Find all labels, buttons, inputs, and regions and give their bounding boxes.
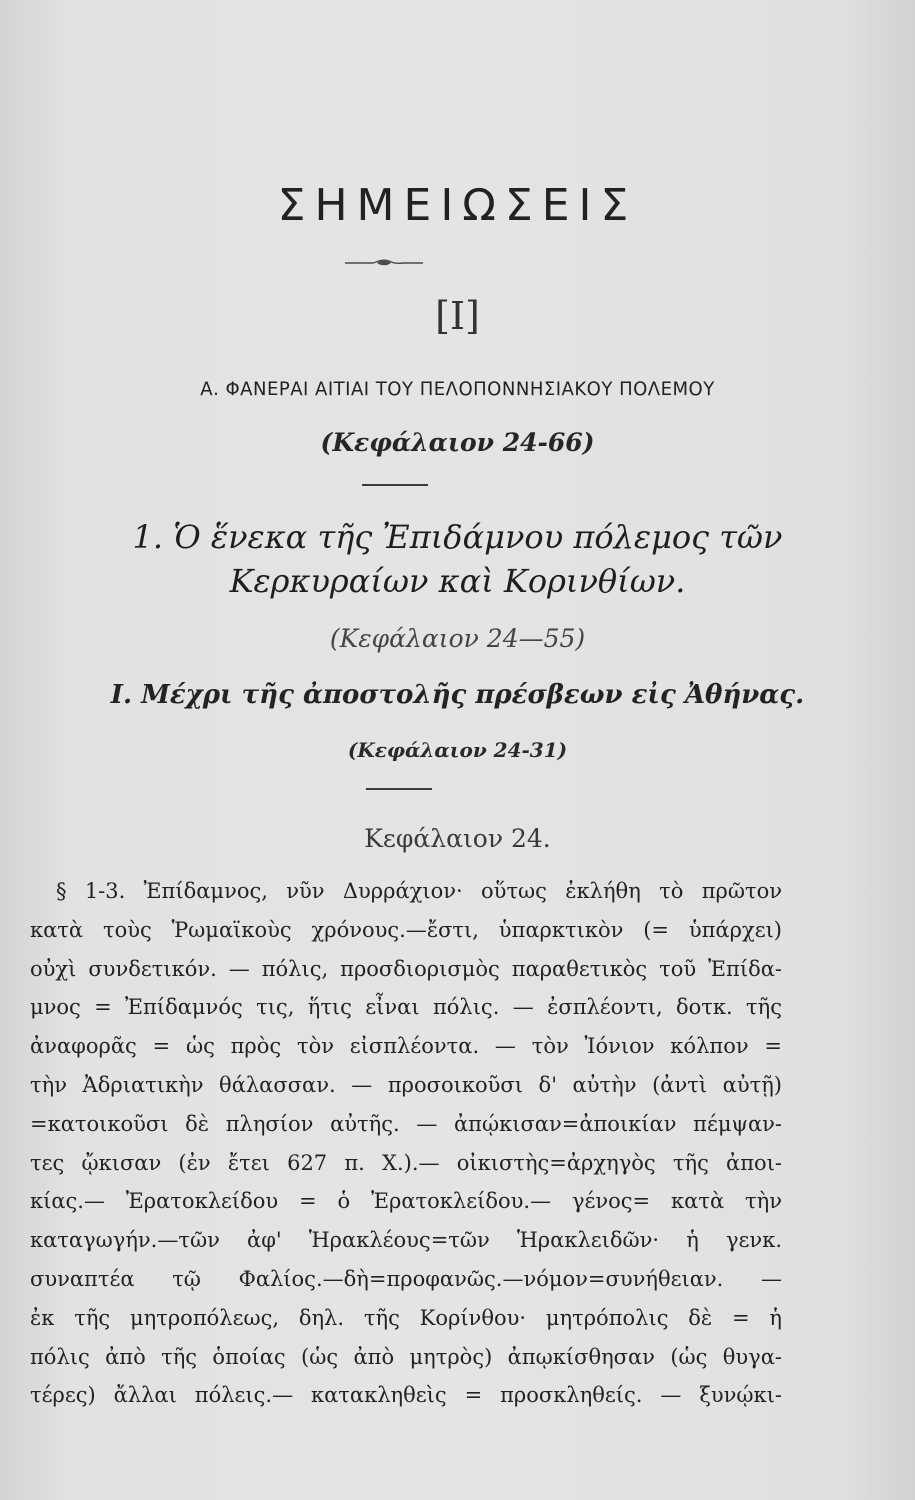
part-chapters: (Κεφάλαιον 24-31) [347, 738, 568, 762]
title-ornament [343, 256, 425, 270]
divider-rule [362, 484, 428, 486]
text-line: οὐχὶ συνδετικόν. — πόλις, προσδιορισμὸς παραθετικὸς τοῦ Ἐπίδα- [30, 956, 782, 981]
text-line: τὴν Ἀδριατικὴν θάλασσαν. — προσοικοῦσι δ' αὐτὴν (ἀντὶ αὐτῇ) [30, 1072, 782, 1097]
text-line: συναπτέα τῷ Φαλίος.—δὴ=προφανῶς.—νόμον=συνήθειαν. — [30, 1266, 782, 1291]
text-line: τέρες) ἄλλαι πόλεις.— κατακληθεὶς = προσκληθείς. — ξυνῴκι- [30, 1383, 782, 1408]
commentary-text [30, 872, 782, 1415]
roman-numeral: [I] [435, 294, 480, 338]
subsection-title-line1: 1. Ὁ ἕνεκα τῆς Ἐπιδάμνου πόλεμος τῶν [132, 518, 783, 556]
part-title: I. Μέχρι τῆς ἀποστολῆς πρέσβεων εἰς Ἀθήνας. [110, 680, 805, 710]
text-line: ἀναφορᾶς = ὡς πρὸς τὸν εἰσπλέοντα. — τὸν Ἰόνιον κόλπον = [30, 1034, 782, 1059]
text-line: μνος = Ἐπίδαμνός τις, ἥτις εἶναι πόλις. — ἐσπλέοντι, δοτκ. τῆς [30, 995, 782, 1020]
section-chapters: (Κεφάλαιον 24-66) [320, 428, 595, 457]
text-line: πόλις ἀπὸ τῆς ὁποίας (ὡς ἀπὸ μητρὸς) ἀπῳκίσθησαν (ὡς θυγα- [30, 1344, 782, 1369]
text-line: ἐκ τῆς μητροπόλεως, δηλ. τῆς Κορίνθου· μητρόπολις δὲ = ἡ [30, 1305, 782, 1330]
subsection-chapters: (Κεφάλαιον 24—55) [329, 624, 586, 653]
text-line: κατὰ τοὺς Ῥωμαϊκοὺς χρόνους.—ἔστι, ὑπαρκτικὸν (= ὑπάρχει) [30, 917, 782, 942]
chapter-heading: Κεφάλαιον 24. [364, 824, 551, 853]
text-line: =κατοικοῦσι δὲ πλησίον αὐτῆς. — ἀπῴκισαν=ἀποικίαν πέμψαν- [30, 1111, 782, 1136]
divider-rule-2 [366, 788, 432, 790]
text-line: καταγωγήν.—τῶν ἀφ' Ἡρακλέους=τῶν Ἡρακλειδῶν· ἡ γενκ. [30, 1228, 782, 1253]
text-line: τες ᾤκισαν (ἐν ἔτει 627 π. Χ.).— οἰκιστὴς=ἀρχηγὸς τῆς ἀποι- [30, 1150, 782, 1175]
main-title: ΣΗΜΕΙΩΣΕΙΣ [277, 180, 638, 231]
subsection-title-line2: Κερκυραίων καὶ Κορινθίων. [229, 562, 686, 600]
text-line: § 1-3. Ἐπίδαμνος, νῦν Δυρράχιον· οὕτως ἐκλήθη τὸ πρῶτον [56, 879, 782, 903]
section-title: Α. ΦΑΝΕΡΑΙ ΑΙΤΙΑΙ ΤΟΥ ΠΕΛΟΠΟΝΝΗΣΙΑΚΟΥ ΠΟΛΕΜΟΥ [200, 378, 715, 400]
text-line: κίας.— Ἐρατοκλείδου = ὁ Ἐρατοκλείδου.— γένος= κατὰ τὴν [30, 1189, 782, 1214]
